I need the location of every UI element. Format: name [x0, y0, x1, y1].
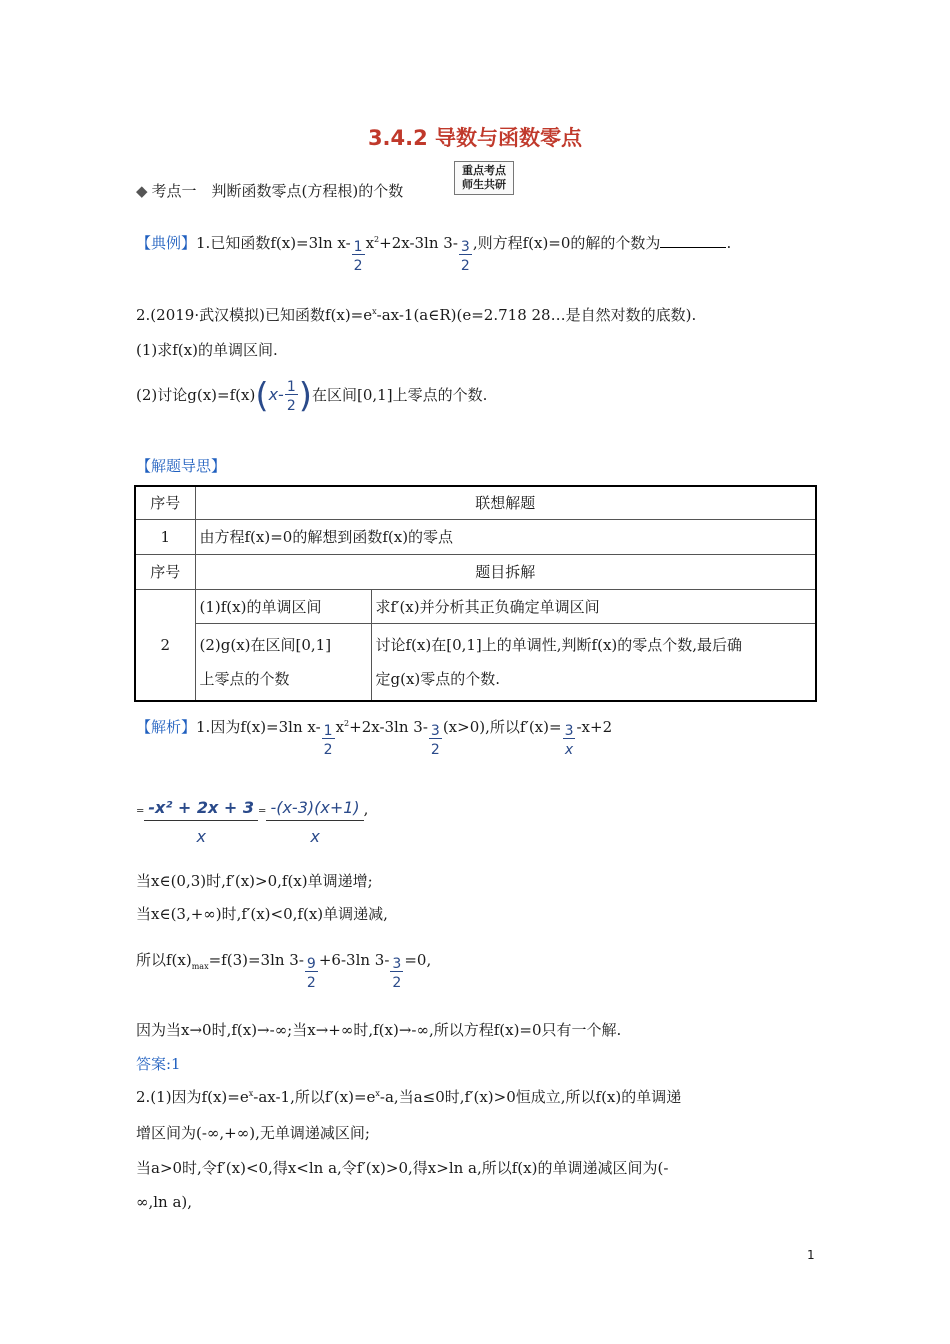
table-row	[135, 623, 816, 701]
q2-sub2-x: x-	[268, 385, 284, 404]
q1-text-b: x	[365, 234, 375, 252]
q1-frac1-den: 2	[353, 258, 363, 274]
q1-text-d: ,则方程f(x)=0的解的个数为	[472, 234, 661, 252]
row2-index: 2	[135, 589, 195, 701]
page-title: 3.4.2 导数与函数零点	[367, 126, 583, 150]
s1-fraction-2	[429, 724, 442, 757]
section-heading	[136, 180, 403, 201]
s1-fraction-3	[563, 724, 576, 757]
s1-frac2-den: 2	[430, 742, 440, 758]
row2b-right-line-2: 定g(x)零点的个数.	[375, 669, 501, 688]
badge-line-2: 师生共研	[462, 178, 506, 191]
row1-index: 1	[135, 519, 195, 554]
l3-text-d: =0,	[404, 951, 432, 969]
row2b-right-line-1: 讨论f(x)在[0,1]上的单调性,判断f(x)的零点个数,最后确	[375, 635, 743, 654]
q2-text-b: -ax-1(a∈R)(e=2.718 28…是自然对数的底数).	[376, 306, 697, 324]
l3-text-c: +6-3ln 3-	[318, 951, 390, 969]
answer-blank	[660, 233, 726, 248]
p2-text-b: -ax-1,所以f′(x)=e	[253, 1088, 376, 1106]
l3-frac1-num: 9	[306, 956, 316, 972]
q1-frac2-den: 2	[460, 258, 470, 274]
s2-end: ,	[363, 800, 369, 818]
l3-fraction-2	[390, 957, 403, 990]
s1-text-e: -x+2	[576, 718, 613, 736]
s2-frac1-num: -x² + 2x + 3	[144, 800, 258, 821]
q2-sup: x	[372, 307, 377, 316]
part2-line-4: ∞,ln a),	[136, 1193, 193, 1211]
s1-frac1-num: 1	[323, 723, 333, 739]
page-number: 1	[807, 1248, 815, 1262]
q2-sub2-text-a: (2)讨论g(x)=f(x)	[136, 386, 256, 404]
table-row	[135, 486, 816, 519]
q1-sup: 2	[374, 235, 380, 244]
q2-sub2-fraction	[285, 380, 298, 413]
s2-fraction-1	[144, 800, 258, 845]
q2-sub2-text-b: 在区间[0,1]上零点的个数.	[312, 386, 488, 404]
part2-line-3: 当a>0时,令f′(x)<0,得x<ln a,令f′(x)>0,得x>ln a,所以f(x)的单调递减区间为(-	[136, 1159, 669, 1177]
l3-text-b: =f(3)=3ln 3-	[208, 951, 304, 969]
table-header-index-2: 序号	[135, 554, 195, 589]
s2-frac2-den: x	[310, 827, 320, 846]
q2-sub-1: (1)求f(x)的单调区间.	[136, 341, 278, 359]
s2-frac1-den: x	[196, 827, 206, 846]
table-header-split: 题目拆解	[195, 554, 816, 589]
l3-frac1-den: 2	[306, 975, 316, 991]
p2-text-a: 2.(1)因为f(x)=e	[136, 1088, 249, 1106]
s1-frac2-num: 3	[430, 723, 440, 739]
l3-sub: max	[191, 962, 209, 971]
q2-sub2-frac-num: 1	[286, 378, 296, 395]
key-point-badge	[454, 161, 514, 195]
s1-fraction-1	[322, 724, 335, 757]
row1-text: 由方程f(x)=0的解想到函数f(x)的零点	[195, 519, 816, 554]
q2-sub2-frac-den: 2	[286, 397, 296, 414]
s1-text-a: 1.因为f(x)=3ln x-	[196, 718, 321, 736]
solution-line-2	[136, 800, 368, 845]
answer-line: 答案:1	[136, 1055, 181, 1073]
solution-line-1	[136, 716, 612, 757]
table-header-assoc: 联想解题	[195, 486, 816, 519]
table-row	[135, 519, 816, 554]
row2a-right: 求f′(x)并分析其正负确定单调区间	[371, 589, 816, 623]
solution-line-3: 当x∈(0,3)时,f′(x)>0,f(x)单调递增;	[136, 872, 373, 890]
q1-text-end: .	[726, 234, 732, 252]
s1-frac3-den: x	[564, 742, 574, 758]
part2-line-1	[136, 1086, 681, 1107]
q1-text-c: +2x-3ln 3-	[379, 234, 458, 252]
q1-fraction-2	[459, 240, 472, 273]
table-header-index: 序号	[135, 486, 195, 519]
row2b-left-line-2: 上零点的个数	[199, 669, 290, 688]
q1-frac1-num: 1	[353, 239, 363, 255]
left-paren: (	[255, 376, 269, 416]
q1-text-a: 1.已知函数f(x)=3ln x-	[196, 234, 351, 252]
l3-fraction-1	[305, 957, 318, 990]
p2-text-c: -a,当a≤0时,f′(x)>0恒成立,所以f(x)的单调递	[379, 1088, 682, 1106]
p2-sup-1: x	[248, 1089, 254, 1098]
guide-table	[134, 485, 817, 702]
s2-eq-2: =	[258, 806, 267, 817]
table-row	[135, 589, 816, 623]
badge-line-1: 重点考点	[462, 164, 506, 177]
row2b-right	[371, 623, 816, 701]
section-heading-text: 考点一 判断函数零点(方程根)的个数	[151, 182, 404, 200]
s1-text-b: x	[335, 718, 345, 736]
q2-sub-2	[136, 376, 487, 416]
s2-fraction-2	[266, 800, 363, 845]
row2b-left-line-1: (2)g(x)在区间[0,1]	[199, 635, 332, 654]
table-row	[135, 554, 816, 589]
row2b-left	[195, 623, 371, 701]
s2-eq-1: =	[136, 806, 145, 817]
s2-frac2-num: -(x-3)(x+1)	[266, 800, 363, 821]
example-question-2	[136, 304, 696, 325]
guide-tag: 【解题导思】	[136, 457, 227, 475]
row2a-left: (1)f(x)的单调区间	[195, 589, 371, 623]
q1-frac2-num: 3	[460, 239, 470, 255]
s1-frac1-den: 2	[323, 742, 333, 758]
diamond-bullet-icon: ◆	[136, 182, 148, 200]
s1-text-c: +2x-3ln 3-	[349, 718, 428, 736]
s1-text-d: (x>0),所以f′(x)=	[442, 718, 562, 736]
l3-text-a: 所以f(x)	[136, 951, 192, 969]
solution-line-6: 因为当x→0时,f(x)→-∞;当x→+∞时,f(x)→-∞,所以方程f(x)=0只有一个解.	[136, 1021, 622, 1039]
example-tag: 【典例】	[136, 234, 197, 252]
l3-frac2-num: 3	[392, 956, 402, 972]
right-paren: )	[298, 376, 313, 416]
p2-sup-2: x	[375, 1089, 380, 1098]
s1-frac3-num: 3	[564, 723, 574, 739]
solution-line-5	[136, 949, 431, 990]
solution-line-4: 当x∈(3,+∞)时,f′(x)<0,f(x)单调递减,	[136, 905, 388, 923]
l3-frac2-den: 2	[392, 975, 402, 991]
part2-line-2: 增区间为(-∞,+∞),无单调递减区间;	[136, 1124, 370, 1142]
q2-text-a: 2.(2019·武汉模拟)已知函数f(x)=e	[136, 306, 373, 324]
s1-sup: 2	[344, 719, 350, 728]
example-question-1	[136, 232, 731, 273]
q1-fraction-1	[352, 240, 365, 273]
solution-tag: 【解析】	[136, 718, 197, 736]
